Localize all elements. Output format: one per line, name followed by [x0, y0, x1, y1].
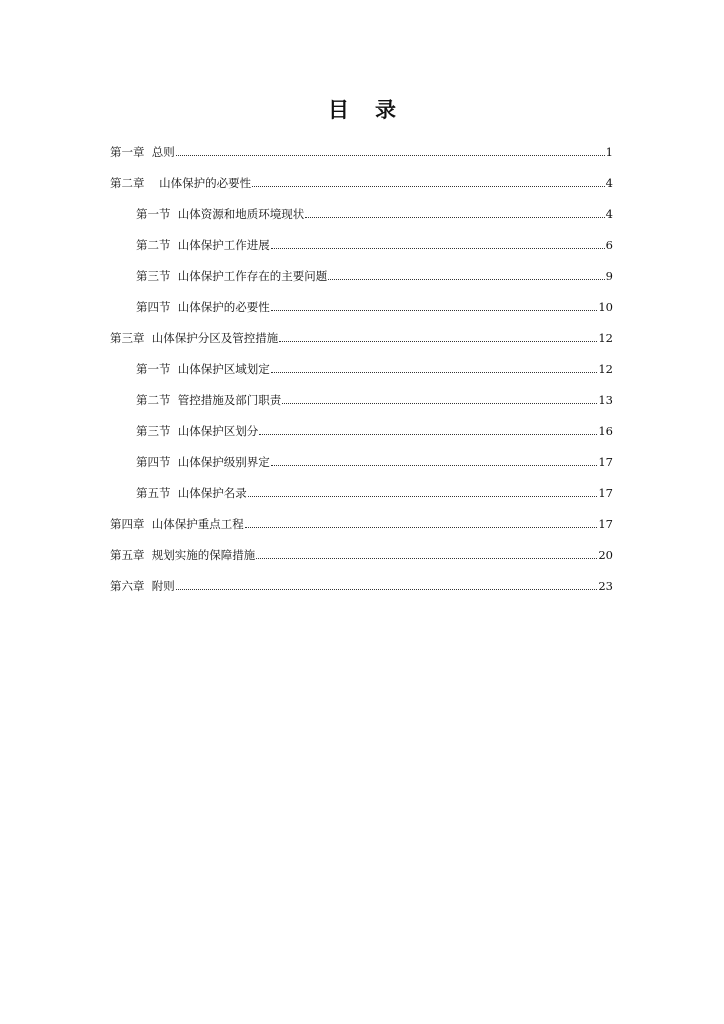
dot-leader — [271, 248, 605, 249]
toc-label: 第三节 山体保护区划分 — [136, 424, 259, 438]
toc-label: 第二章 山体保护的必要性 — [110, 176, 252, 190]
dot-leader — [305, 217, 604, 218]
page-title — [0, 94, 724, 124]
toc-entry-chapter-3[interactable] — [110, 326, 613, 346]
toc-page-number: 17 — [598, 517, 613, 531]
toc-page-number: 23 — [598, 579, 613, 593]
toc-label: 第四节 山体保护级别界定 — [136, 455, 270, 469]
toc-page-number: 9 — [605, 269, 613, 283]
toc-page-number: 12 — [598, 331, 613, 345]
dot-leader — [282, 403, 597, 404]
dot-leader — [248, 496, 598, 497]
dot-leader — [328, 279, 604, 280]
dot-leader — [252, 186, 605, 187]
dot-leader — [271, 310, 598, 311]
toc-page-number: 1 — [605, 145, 613, 159]
toc-entry-chapter-2[interactable] — [110, 171, 613, 191]
toc-label: 第六章 附则 — [110, 579, 175, 593]
toc-label: 第一节 山体保护区域划定 — [136, 362, 270, 376]
dot-leader — [259, 434, 597, 435]
title-char-2: 录 — [375, 97, 396, 122]
toc-label: 第三章 山体保护分区及管控措施 — [110, 331, 279, 345]
toc-entry-section-3-4[interactable] — [136, 450, 613, 470]
toc-entry-chapter-5[interactable] — [110, 543, 613, 563]
toc-page-number: 13 — [598, 393, 613, 407]
title-char-1: 目 — [328, 97, 349, 122]
dot-leader — [271, 372, 598, 373]
toc-entry-section-3-3[interactable] — [136, 419, 613, 439]
toc-label: 第五章 规划实施的保障措施 — [110, 548, 256, 562]
toc-page-number: 4 — [605, 176, 613, 190]
toc-page-number: 20 — [598, 548, 613, 562]
toc-page-number: 16 — [598, 424, 613, 438]
toc-entry-section-2-3[interactable] — [136, 264, 613, 284]
toc-entry-chapter-6[interactable] — [110, 574, 613, 594]
dot-leader — [279, 341, 597, 342]
toc-entry-chapter-4[interactable] — [110, 512, 613, 532]
dot-leader — [176, 155, 605, 156]
toc-label: 第三节 山体保护工作存在的主要问题 — [136, 269, 328, 283]
toc-label: 第四章 山体保护重点工程 — [110, 517, 244, 531]
toc-entry-chapter-1[interactable] — [110, 140, 613, 160]
dot-leader — [245, 527, 598, 528]
toc-label: 第二节 山体保护工作进展 — [136, 238, 270, 252]
dot-leader — [176, 589, 598, 590]
toc-page-number: 6 — [605, 238, 613, 252]
toc-label: 第二节 管控措施及部门职责 — [136, 393, 282, 407]
dot-leader — [271, 465, 598, 466]
toc-label: 第五节 山体保护名录 — [136, 486, 247, 500]
toc-entry-section-3-2[interactable] — [136, 388, 613, 408]
toc-label: 第一节 山体资源和地质环境现状 — [136, 207, 305, 221]
toc-entry-section-3-1[interactable] — [136, 357, 613, 377]
toc-label: 第四节 山体保护的必要性 — [136, 300, 270, 314]
toc-entry-section-2-1[interactable] — [136, 202, 613, 222]
toc-label: 第一章 总则 — [110, 145, 175, 159]
dot-leader — [256, 558, 597, 559]
toc-entry-section-2-4[interactable] — [136, 295, 613, 315]
toc-page-number: 10 — [598, 300, 613, 314]
toc-page-number: 17 — [598, 455, 613, 469]
toc-page-number: 12 — [598, 362, 613, 376]
toc-page-number: 4 — [605, 207, 613, 221]
toc-entry-section-3-5[interactable] — [136, 481, 613, 501]
toc-page-number: 17 — [598, 486, 613, 500]
toc-entry-section-2-2[interactable] — [136, 233, 613, 253]
